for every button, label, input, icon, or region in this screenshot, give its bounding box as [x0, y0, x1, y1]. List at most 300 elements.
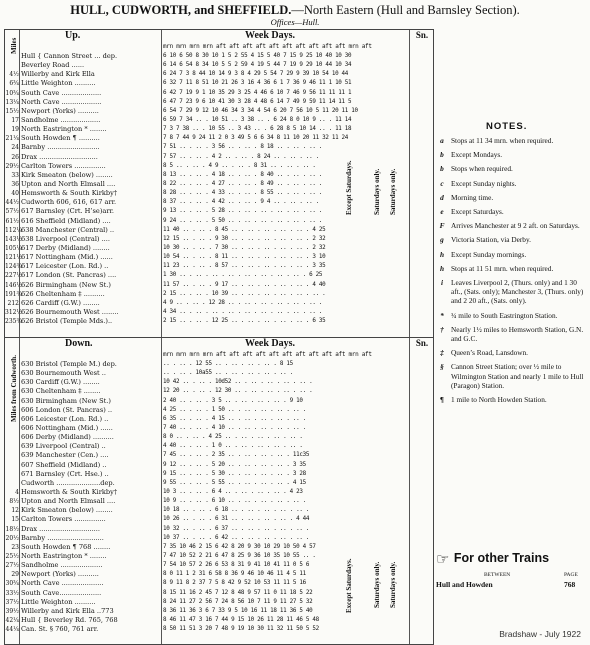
mileage: 4 [15, 488, 19, 496]
note-item [436, 250, 586, 259]
station-name: Cudworth .....................dep. [21, 478, 115, 487]
down-rows [5, 360, 433, 634]
train-times: 9 13 .. . .. . 5 28 .. . .. . .. . .. . .. . .. . [163, 208, 323, 215]
route-page: 768 [564, 580, 576, 589]
train-times: 9 55 .. . .. . 5 55 .. . .. . .. . .. . 4 15 [163, 479, 306, 486]
table-row [5, 52, 433, 61]
train-times: .. . .. . 10a55 .. . .. . .. . .. . .. . [163, 370, 293, 377]
station-name: North Eastrington * ........ [21, 125, 107, 134]
note-text: Arrives Manchester at 9 2 aft. on Saturdays. [451, 221, 580, 231]
mileage: 8½ [9, 498, 19, 506]
mileage: 17 [11, 116, 19, 124]
train-times: 7 8 7 44 9 24 11 2 0 3 49 5 6 6 34 8 11 10 20 11 32 11 24 [163, 135, 349, 142]
mileage: 37½ [5, 598, 19, 606]
train-times: 7 45 .. . .. . 2 35 .. . .. . .. . .. . 11c35 [163, 452, 310, 459]
note-key: c [440, 178, 444, 188]
down-column-header: mrn mrn mrn mrn aft aft aft aft aft aft aft aft aft aft mrn aft [163, 351, 372, 358]
title-main: HULL, CUDWORTH, and SHEFFIELD. [70, 3, 292, 17]
table-row [5, 433, 433, 442]
train-times: 8 0 11 1 2 31 6 58 8 36 9 46 10 46 11 4 5 11 [163, 571, 306, 578]
station-name: North Cave ................... [21, 97, 102, 106]
note-item [436, 325, 586, 343]
mileage: 4½ [9, 71, 19, 79]
train-times: 7 54 10 57 2 26 6 53 8 31 9 41 10 41 11 0 5 6 [163, 562, 310, 569]
station-name: Little Weighton .......... [21, 79, 96, 88]
train-times: 6 42 7 19 9 1 10 35 29 3 25 4 46 6 10 7 46 9 56 11 11 11 1 [163, 89, 352, 96]
down-vertical-note-2: Saturdays only. [373, 561, 381, 608]
notes-title: NOTES. [486, 121, 528, 132]
mileage: 312½ [5, 308, 23, 316]
mileage: 6¾ [9, 80, 19, 88]
station-name: 630 Bristol (Temple M.) dep. [21, 360, 117, 368]
train-times: 10 26 .. . .. . 6 31 .. . .. . .. . .. . 4 44 [163, 516, 310, 523]
table-row [5, 397, 433, 406]
train-times: 8 37 .. . .. . 4 42 .. . .. . 9 4 .. . .. . .. . [163, 199, 319, 206]
table-row [5, 171, 433, 180]
train-times: 8 22 .. . .. . 4 27 .. . .. . 8 49 .. . .. . .. . [163, 180, 323, 187]
down-vertical-note-1: Except Saturdays. [345, 558, 353, 613]
table-row [5, 253, 433, 262]
up-vertical-note-3: Saturdays only. [389, 168, 397, 215]
table-row [5, 70, 433, 79]
other-trains-box [436, 549, 586, 590]
mileage: 23 [11, 543, 19, 551]
mileage: 227½ [5, 272, 23, 280]
note-item [436, 264, 586, 273]
train-times: 10 32 .. . .. . 6 37 .. . .. . .. . .. . .. . [163, 525, 310, 532]
note-item [436, 278, 586, 306]
note-key: F [439, 221, 445, 231]
mileage: 39½ [5, 607, 19, 615]
mileage: 143½ [5, 235, 23, 243]
station-name: 617 Barnsley (Crt. H’se)arr. [21, 207, 114, 216]
note-text: Stops at 11 34 mrn. when required. [451, 136, 554, 145]
train-times: 4 9 .. . .. . 12 28 .. . .. . .. . .. . .. . .. . [163, 299, 323, 306]
station-name: Carlton Towers ............... [21, 161, 106, 170]
station-name: Beverley Road ...... [21, 61, 85, 70]
table-row [5, 180, 433, 189]
station-name: 630 Cheltenham ‡ ........ [21, 387, 101, 396]
station-name: 626 Cheltenham ‡ .......... [21, 289, 105, 298]
table-row [5, 543, 433, 552]
notes-list [436, 136, 586, 409]
station-name: Can. St. § 760, 761 arr. [21, 625, 99, 634]
note-key: * [440, 310, 444, 320]
station-name: Upton and North Elmsall .... [21, 497, 116, 506]
between-label: BETWEEN [484, 572, 511, 578]
mileage: 25½ [5, 552, 19, 560]
station-name: 638 Manchester (Central) .. [21, 225, 115, 234]
train-times: 11 57 .. . .. . 9 17 .. . .. . .. . .. . .. . 4 40 [163, 281, 326, 288]
note-key: d [440, 192, 444, 202]
note-key: § [440, 362, 444, 372]
table-row [5, 262, 433, 271]
note-item [436, 395, 586, 404]
train-times: 10 30 .. . .. . 7 30 .. . .. . .. . .. . .. . 2 32 [163, 244, 326, 251]
mileage: 105¼ [5, 244, 23, 252]
table-row [5, 217, 433, 226]
table-row [5, 589, 433, 598]
table-row [5, 552, 433, 561]
train-times: 8 9 11 8 2 37 7 5 8 42 9 52 10 53 11 11 5 16 [163, 580, 306, 587]
train-times: 10 3 .. . .. . 6 4 .. . .. . .. . .. . 4 23 [163, 488, 303, 495]
offices-line: Offices—Hull. [270, 17, 320, 27]
down-miles-header: Miles from Cudworth. [10, 355, 18, 422]
note-item [436, 348, 586, 357]
note-key: a [440, 136, 444, 145]
mileage: 26 [11, 153, 19, 161]
note-text: Cannon Street Station; over ½ mile to Wilmington Station and nearly 1 mile to Hull (Paragon) Station. [451, 362, 584, 390]
station-name: 617 Derby (Midland) ........ [21, 243, 110, 252]
title-rest: —North Eastern (Hull and Barnsley Section). [291, 3, 520, 17]
station-name: 671 Barnsley (Crt. Hse.) .. [21, 469, 109, 478]
table-row [5, 308, 433, 317]
table-row [5, 153, 433, 162]
up-sundays-label: Sn. [415, 30, 429, 40]
train-times: 11 23 .. . .. . 8 57 .. . .. . .. . .. . .. . 3 35 [163, 263, 326, 270]
station-name: 606 Derby (Midland) .......... [21, 433, 114, 442]
station-name: Willerby and Kirk Ella [21, 70, 95, 79]
mileage: 121½ [5, 254, 23, 262]
pointing-hand-icon: ☞ [436, 551, 450, 568]
station-name: Barnby ........................... [21, 533, 104, 542]
table-row [5, 525, 433, 534]
table-row [5, 299, 433, 308]
table-row [5, 625, 433, 634]
mileage: 27½ [5, 562, 19, 570]
table-row [5, 515, 433, 524]
table-row [5, 317, 433, 326]
mileage: 44½ [5, 199, 19, 207]
note-key: g [440, 235, 444, 245]
train-times: 8 24 11 27 2 56 7 24 8 56 10 7 11 9 11 27 5 32 [163, 598, 313, 605]
table-row [5, 442, 433, 451]
note-text: Stops at 11 51 mrn. when required. [451, 263, 554, 273]
note-text: Except Saturdays. [451, 207, 504, 217]
train-times: 1 30 .. . .. . .. . .. . .. . .. . .. . .. . 6 25 [163, 272, 323, 279]
train-times: 2 40 .. . .. . 3 5 .. . .. . .. . .. . 9 10 [163, 397, 303, 404]
station-name: Little Weighton .......... [21, 597, 96, 606]
station-name: 630 Birmingham (New St.) [21, 396, 111, 405]
mileage: 33½ [5, 589, 19, 597]
mileage: 19 [11, 126, 19, 134]
train-times: 9 15 .. . .. . 5 30 .. . .. . .. . .. . 3 28 [163, 470, 306, 477]
table-row [5, 281, 433, 290]
note-text: ¾ mile to South Eastrington Station. [451, 310, 558, 320]
table-row [5, 506, 433, 515]
note-item [436, 136, 586, 145]
station-name: 630 Bournemouth West .. [21, 369, 106, 378]
up-column-header: mrn mrn mrn mrn aft aft aft aft aft aft aft aft aft aft mrn aft [163, 43, 372, 50]
note-item [436, 179, 586, 188]
table-row [5, 61, 433, 70]
note-text: Except Sunday mornings. [451, 249, 527, 259]
train-times: 7 35 10 46 2 15 6 42 8 20 9 30 10 29 10 50 4 57 [163, 543, 316, 550]
train-times: 10 42 .. . .. . 10d52 .. . .. . .. . .. . .. . [163, 379, 313, 386]
station-name: Hemsworth & South Kirkby† [21, 487, 118, 496]
station-name: 626 Bristol (Temple Mds.).. [21, 317, 113, 326]
train-times: 9 12 .. . .. . 5 20 .. . .. . .. . .. . 3 35 [163, 461, 306, 468]
table-row [5, 244, 433, 253]
table-row [5, 290, 433, 299]
mileage: 146½ [5, 281, 23, 289]
table-row [5, 497, 433, 506]
mileage: 36 [11, 180, 19, 188]
train-times: 6 59 7 34 .. . 10 51 .. 3 38 .. . 6 24 8 0 10 9 .. . 11 14 [163, 116, 352, 123]
station-name: Sandholme .................... [21, 561, 103, 570]
mileage: 18½ [5, 525, 19, 533]
note-key: ‡ [440, 348, 444, 358]
station-name: 607 Sheffield (Midland) .. [21, 460, 107, 469]
station-name: Sandholme ................... [21, 115, 101, 124]
note-item [436, 235, 586, 244]
table-row [5, 488, 433, 497]
note-key: b [440, 164, 444, 174]
other-trains-label: For other Trains [453, 551, 550, 565]
train-times: 7 51 .. . .. . 3 56 .. . .. . 8 18 .. . .. . .. . [163, 144, 323, 151]
train-times: 12 20 .. . .. . 12 30 .. . .. . .. . .. . .. . [163, 388, 313, 395]
table-row [5, 271, 433, 280]
down-direction-label: Down. [65, 338, 93, 349]
note-text: Except Sunday nights. [451, 178, 517, 188]
train-times: .. . .. . 12 55 .. . .. . .. . .. . 8 15 [163, 361, 293, 367]
note-item [436, 311, 586, 320]
page-label: PAGE [564, 572, 578, 578]
station-name: 626 Bournemouth West ........ [21, 307, 119, 316]
table-row [5, 534, 433, 543]
station-name: Hemsworth & South Kirkby† [21, 189, 118, 198]
train-times: 9 24 .. . .. . 5 50 .. . .. . .. . .. . .. . .. . [163, 217, 323, 224]
train-times: 7 40 .. . .. . 4 10 .. . .. . .. . .. . .. . [163, 424, 306, 431]
note-item [436, 164, 586, 173]
train-times: 6 54 7 29 9 12 10 46 34 3 34 4 54 6 20 7 56 10 5 11 20 11 10 [163, 107, 358, 114]
table-row [5, 607, 433, 616]
mileage: 21¼ [5, 135, 19, 143]
note-item [436, 362, 586, 390]
note-text: Morning time. [451, 192, 494, 202]
mileage: 191¾ [5, 290, 23, 298]
table-row [5, 207, 433, 216]
note-text: Victoria Station, via Derby. [451, 235, 531, 245]
table-row [5, 89, 433, 98]
table-row [5, 461, 433, 470]
train-times: 6 10 6 50 8 30 10 1 5 2 55 4 15 5 40 7 15 9 25 10 40 10 30 [163, 53, 352, 59]
table-row [5, 470, 433, 479]
train-times: 4 40 .. . .. . 1 0 .. . .. . .. . .. . .. . [163, 443, 303, 450]
station-name: 606 Leicester (Lon. Rd.) .. [21, 414, 109, 423]
table-row [5, 415, 433, 424]
station-name: Newport (Yorks) .......... [21, 106, 99, 115]
table-row [5, 125, 433, 134]
table-row [5, 79, 433, 88]
table-row [5, 451, 433, 460]
note-key: h [439, 263, 445, 273]
mileage: 112¼ [5, 226, 23, 234]
train-times: 7 57 .. . .. . 4 2 .. . .. . 8 24 .. . .. . .. . [163, 153, 319, 160]
down-vertical-note-3: Saturdays only. [389, 561, 397, 608]
mileage: 15½ [5, 107, 19, 115]
up-rows [5, 52, 433, 326]
train-times: 12 15 .. . .. . 9 30 .. . .. . .. . .. . .. . 2 32 [163, 235, 326, 242]
table-row [5, 369, 433, 378]
station-name: Barnby ......................... [21, 143, 100, 152]
table-row [5, 162, 433, 171]
train-times: 10 54 .. . .. . 8 11 .. . .. . .. . .. . .. . 3 10 [163, 254, 326, 261]
mileage: 61½ [5, 217, 19, 225]
train-times: 10 37 .. . .. . 6 42 .. . .. . .. . .. . .. . [163, 534, 310, 541]
mileage: 235¾ [5, 318, 23, 326]
station-name: 606 London (St. Pancras) .. [21, 405, 113, 414]
note-key: i [440, 278, 444, 288]
table-row [5, 143, 433, 152]
table-row [5, 98, 433, 107]
station-name: 639 Manchester (Cen.) .... [21, 451, 109, 460]
up-week-days-label: Week Days. [245, 30, 295, 41]
station-name: Carlton Towers ............... [21, 515, 106, 524]
mileage: 10¾ [5, 89, 19, 97]
up-direction-label: Up. [65, 30, 81, 41]
mileage: 24 [11, 144, 19, 152]
table-row [5, 189, 433, 198]
mileage: 29 [11, 571, 19, 579]
station-name: Cudworth 606, 616, 617 arr. [21, 198, 117, 207]
station-name: Willerby and Kirk Ella ..773 [21, 606, 114, 615]
table-row [5, 561, 433, 570]
note-text: 1 mile to North Howden Station. [451, 395, 547, 405]
page-title [0, 3, 590, 18]
station-name: North Cave .................... [21, 579, 104, 588]
station-name: 617 London (St. Pancras) .... [21, 271, 117, 280]
station-name: North Eastrington * ........ [21, 551, 107, 560]
station-name: 617 Leicester (Lon. Rd.) .. [21, 262, 109, 271]
train-times: 8 46 11 47 3 16 7 44 9 15 10 26 11 28 11 46 5 48 [163, 616, 319, 623]
train-times: 8 50 11 51 3 20 7 48 9 19 10 30 11 32 11 50 5 52 [163, 626, 319, 633]
note-item [436, 150, 586, 159]
table-row [5, 616, 433, 625]
station-name: 616 Sheffield (Midland) .... [21, 216, 111, 225]
station-name: 617 Nottingham (Mid.) ...... [21, 253, 113, 262]
station-name: South Howden ¶ 768 ........ [21, 542, 111, 551]
mileage: 124¾ [5, 263, 23, 271]
down-week-days-label: Week Days. [245, 338, 295, 349]
station-name: Hull { Beverley Rd. 765, 768 [21, 615, 118, 624]
train-times: 4 34 .. . .. . .. . .. . .. . .. . .. . .. . .. . [163, 308, 323, 315]
table-row [5, 226, 433, 235]
train-times: 6 14 6 54 8 34 10 5 5 2 59 4 19 5 44 7 19 9 29 10 44 10 34 [163, 62, 352, 69]
train-times: 7 3 7 38 .. . 10 55 .. 3 43 .. . 6 28 8 5 10 14 .. . 11 18 [163, 126, 352, 133]
train-times: 8 15 11 16 2 45 7 12 8 48 9 57 11 0 11 18 5 22 [163, 589, 313, 596]
down-timetable [4, 337, 434, 645]
mileage: 13¼ [5, 98, 19, 106]
mileage: 30¾ [5, 580, 19, 588]
note-text: Except Mondays. [451, 150, 503, 160]
station-name: South Cave.................... [21, 588, 102, 597]
train-times: 8 36 11 36 3 6 7 33 9 5 10 16 11 18 11 36 5 40 [163, 607, 313, 614]
table-row [5, 406, 433, 415]
table-row [5, 360, 433, 369]
train-times: 8 0 .. . .. . 4 25 .. . .. . .. . .. . .. . [163, 434, 303, 441]
station-name: Upton and North Elmsall .... [21, 179, 116, 188]
table-row [5, 579, 433, 588]
station-name: Drax ............................ [21, 152, 98, 161]
train-times: 7 47 10 52 2 21 6 47 8 25 9 36 10 35 10 55 .. . [163, 552, 316, 559]
station-name: Drax ............................. [21, 524, 100, 533]
train-times: 10 9 .. . .. . 6 10 .. . .. . .. . .. . .. . [163, 498, 306, 505]
mileage: 20½ [5, 534, 19, 542]
table-row [5, 107, 433, 116]
up-vertical-note-2: Saturdays only. [373, 168, 381, 215]
station-name: Kirk Smeaton (below) ........ [21, 506, 113, 515]
station-name: 606 Nottingham (Mid.) ...... [21, 423, 113, 432]
mileage: 15 [11, 516, 19, 524]
train-times: 6 24 7 3 8 44 10 14 9 3 8 4 29 5 54 7 29 9 39 10 54 10 44 [163, 71, 349, 78]
mileage: 212 [7, 299, 19, 307]
table-row [5, 235, 433, 244]
note-text: Nearly 1½ miles to Hemsworth Station, G.N. and G.C. [451, 324, 584, 344]
table-row [5, 570, 433, 579]
table-row [5, 134, 433, 143]
table-row [5, 424, 433, 433]
station-name: South Cave ................... [21, 88, 102, 97]
train-times: 8 5 .. . .. . 4 9 .. . .. . 8 31 .. . .. . .. . [163, 162, 316, 169]
footer-source: Bradshaw - July 1922 [499, 629, 581, 639]
station-name: 626 Birmingham (New St.) [21, 280, 111, 289]
route-label: Hull and Howden [436, 580, 493, 589]
train-times: 10 18 .. . .. . 6 18 .. . .. . .. . .. . .. . [163, 507, 310, 514]
note-key: b [440, 150, 444, 160]
train-times: 6 35 .. . .. . 4 15 .. . .. . .. . .. . .. . [163, 415, 306, 422]
note-text: Leaves Liverpool 2, (Thurs. only) and 1 30 aft., (Sats. only); Manchester 3, (Thurs. only) and 2 20 aft., (Sats. only). [451, 278, 584, 306]
note-key: ¶ [440, 395, 444, 405]
station-name: South Howden ¶ .......... [21, 134, 100, 143]
mileage: 33 [11, 171, 19, 179]
note-item [436, 221, 586, 230]
table-row [5, 387, 433, 396]
down-sundays-label: Sn. [415, 338, 429, 348]
train-times: 2 15 .. . .. . 12 25 .. . .. . .. . .. . .. . 6 35 [163, 318, 326, 325]
station-name: 626 Cardiff (G.W.) ........ [21, 298, 100, 307]
train-times: 4 25 .. . .. . 1 50 .. . .. . .. . .. . .. . [163, 406, 306, 413]
mileage: 44¼ [5, 626, 19, 634]
train-times: 11 40 .. . .. . 8 45 .. . .. . .. . .. . .. . 4 25 [163, 226, 326, 233]
table-row [5, 116, 433, 125]
train-times: 8 28 .. . .. . 4 33 .. . .. . 8 55 .. . .. . .. . [163, 190, 323, 197]
table-row [5, 378, 433, 387]
mileage: 57½ [5, 208, 19, 216]
note-key: † [440, 324, 444, 334]
mileage: 40 [11, 190, 19, 198]
note-key: h [439, 249, 445, 259]
train-times: 6 32 7 11 8 51 10 21 26 3 16 4 36 6 1 7 36 9 46 11 1 10 51 [163, 80, 352, 87]
station-name: 639 Liverpool (Central) .. [21, 442, 106, 451]
table-row [5, 479, 433, 488]
up-vertical-note-1: Except Saturdays. [345, 160, 353, 215]
mileage: 29½ [5, 162, 19, 170]
up-miles-header: Miles [10, 37, 18, 54]
station-name: 638 Liverpool (Central) .... [21, 234, 110, 243]
train-times: 8 13 .. . .. . 4 18 .. . .. . 8 40 .. . .. . .. . [163, 171, 323, 178]
station-name: 630 Cardiff (G.W.) ........ [21, 378, 100, 387]
note-item [436, 193, 586, 202]
mileage: 12 [11, 507, 19, 515]
up-timetable [4, 29, 434, 338]
note-text: Queen’s Road, Lansdown. [451, 348, 529, 358]
note-item [436, 207, 586, 216]
station-name: Kirk Smeaton (below) ........ [21, 170, 113, 179]
note-key: e [440, 207, 444, 217]
station-name: Hull { Cannon Street ... dep. [21, 52, 118, 60]
mileage: 42¼ [5, 616, 19, 624]
